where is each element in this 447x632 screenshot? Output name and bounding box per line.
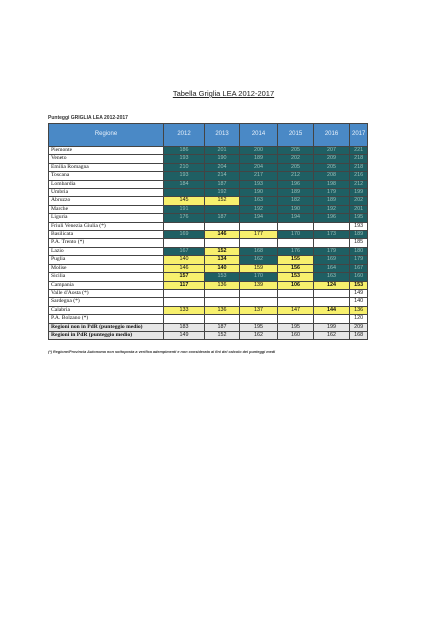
- score-cell: 202: [278, 155, 314, 163]
- score-cell: 201: [205, 147, 240, 155]
- score-cell: 176: [164, 214, 205, 222]
- score-cell: 205: [278, 163, 314, 171]
- table-body: [49, 147, 368, 340]
- score-cell: 106: [278, 281, 314, 289]
- footnote: (*) Regione/Provincia Autonoma non sottoposta a verifica adempimenti e non considerata ai fini del calcolo dei punteggi medi: [48, 350, 276, 354]
- score-cell: 120: [350, 315, 368, 323]
- table-row: [49, 323, 368, 331]
- score-cell: [314, 315, 350, 323]
- score-cell: 204: [205, 163, 240, 171]
- score-cell: 190: [278, 205, 314, 213]
- score-cell: 164: [314, 264, 350, 272]
- score-cell: [205, 205, 240, 213]
- region-name-cell: Abruzzo: [49, 197, 164, 205]
- table-row: [49, 247, 368, 255]
- score-cell: 136: [205, 306, 240, 314]
- score-cell: [164, 239, 205, 247]
- score-cell: 134: [205, 256, 240, 264]
- score-cell: 159: [240, 264, 278, 272]
- score-cell: [278, 298, 314, 306]
- region-name-cell: Calabria: [49, 306, 164, 314]
- region-name-cell: Basilicata: [49, 231, 164, 239]
- score-cell: 195: [278, 323, 314, 331]
- score-cell: 184: [164, 180, 205, 188]
- score-cell: 190: [205, 155, 240, 163]
- table-row: [49, 205, 368, 213]
- score-cell: 152: [205, 331, 240, 339]
- score-cell: [240, 289, 278, 297]
- region-name-cell: Umbria: [49, 189, 164, 197]
- region-name-cell: Friuli Venezia Giulia (*): [49, 222, 164, 230]
- score-cell: [205, 239, 240, 247]
- score-cell: [240, 315, 278, 323]
- score-cell: 209: [350, 323, 368, 331]
- score-cell: 195: [240, 323, 278, 331]
- score-cell: 162: [240, 256, 278, 264]
- score-cell: [240, 298, 278, 306]
- page-title: Tabella Griglia LEA 2012-2017: [172, 89, 275, 98]
- region-name-cell: P.A. Trento (*): [49, 239, 164, 247]
- table-row: [49, 315, 368, 323]
- score-cell: 140: [164, 256, 205, 264]
- score-cell: [164, 189, 205, 197]
- score-cell: 147: [278, 306, 314, 314]
- region-name-cell: Veneto: [49, 155, 164, 163]
- score-cell: 187: [205, 323, 240, 331]
- score-cell: 182: [278, 197, 314, 205]
- score-cell: 214: [205, 172, 240, 180]
- score-cell: 194: [240, 214, 278, 222]
- score-cell: 196: [278, 180, 314, 188]
- region-name-cell: Liguria: [49, 214, 164, 222]
- score-cell: 212: [278, 172, 314, 180]
- score-cell: 167: [350, 264, 368, 272]
- region-name-cell: Regioni non in PdR (punteggio medio): [49, 323, 164, 331]
- score-cell: [314, 222, 350, 230]
- header-cell-region: Regione: [49, 124, 164, 147]
- score-cell: 210: [164, 163, 205, 171]
- score-cell: 212: [350, 180, 368, 188]
- score-cell: 136: [205, 281, 240, 289]
- score-cell: 117: [164, 281, 205, 289]
- score-cell: 153: [278, 273, 314, 281]
- score-cell: [164, 222, 205, 230]
- score-cell: 149: [164, 331, 205, 339]
- score-cell: 160: [350, 273, 368, 281]
- score-cell: 207: [314, 147, 350, 155]
- score-cell: 189: [314, 197, 350, 205]
- score-cell: 217: [240, 172, 278, 180]
- score-cell: 170: [240, 273, 278, 281]
- region-name-cell: Molise: [49, 264, 164, 272]
- score-cell: [278, 289, 314, 297]
- region-name-cell: Puglia: [49, 256, 164, 264]
- region-name-cell: Sicilia: [49, 273, 164, 281]
- score-cell: 193: [164, 172, 205, 180]
- score-cell: 192: [205, 189, 240, 197]
- score-cell: 140: [205, 264, 240, 272]
- score-cell: 187: [205, 180, 240, 188]
- score-cell: [205, 315, 240, 323]
- score-cell: [278, 222, 314, 230]
- score-cell: [278, 239, 314, 247]
- score-cell: 218: [350, 155, 368, 163]
- table-row: [49, 331, 368, 339]
- score-cell: 190: [240, 189, 278, 197]
- score-cell: 163: [314, 273, 350, 281]
- table-row: [49, 264, 368, 272]
- region-name-cell: Campania: [49, 281, 164, 289]
- table-row: [49, 172, 368, 180]
- score-cell: 199: [350, 189, 368, 197]
- score-cell: 189: [240, 155, 278, 163]
- score-cell: 186: [164, 147, 205, 155]
- score-cell: 168: [240, 247, 278, 255]
- score-cell: 124: [314, 281, 350, 289]
- score-cell: 140: [350, 298, 368, 306]
- region-name-cell: Marche: [49, 205, 164, 213]
- score-cell: 179: [350, 256, 368, 264]
- score-cell: 205: [278, 147, 314, 155]
- region-name-cell: Lazio: [49, 247, 164, 255]
- score-cell: 168: [350, 331, 368, 339]
- score-cell: [205, 289, 240, 297]
- table-header-row: [49, 124, 368, 147]
- region-name-cell: Lombardia: [49, 180, 164, 188]
- table-row: [49, 281, 368, 289]
- score-cell: 176: [278, 247, 314, 255]
- table-row: [49, 155, 368, 163]
- score-cell: 167: [164, 247, 205, 255]
- score-cell: 162: [240, 331, 278, 339]
- score-cell: 218: [350, 163, 368, 171]
- score-cell: 208: [314, 172, 350, 180]
- header-cell-year: 2015: [278, 124, 314, 147]
- table-row: [49, 180, 368, 188]
- score-cell: 185: [350, 239, 368, 247]
- score-cell: 199: [314, 323, 350, 331]
- lea-scores-table: [48, 123, 368, 340]
- header-cell-year: 2014: [240, 124, 278, 147]
- table-row: [49, 222, 368, 230]
- table-row: [49, 147, 368, 155]
- score-cell: 146: [205, 231, 240, 239]
- score-cell: 189: [278, 189, 314, 197]
- score-cell: 169: [164, 231, 205, 239]
- region-name-cell: Emilia Romagna: [49, 163, 164, 171]
- header-cell-year: 2017: [350, 124, 368, 147]
- score-cell: 156: [278, 264, 314, 272]
- score-cell: 193: [350, 222, 368, 230]
- score-cell: 152: [205, 247, 240, 255]
- score-cell: [314, 298, 350, 306]
- score-cell: 144: [314, 306, 350, 314]
- header-cell-year: 2016: [314, 124, 350, 147]
- score-cell: [240, 222, 278, 230]
- table-row: [49, 231, 368, 239]
- score-cell: [164, 298, 205, 306]
- region-name-cell: Sardegna (*): [49, 298, 164, 306]
- score-cell: [205, 298, 240, 306]
- score-cell: 153: [350, 281, 368, 289]
- score-cell: 196: [314, 214, 350, 222]
- score-cell: [314, 289, 350, 297]
- score-cell: 195: [350, 214, 368, 222]
- score-cell: 179: [314, 247, 350, 255]
- table-row: [49, 289, 368, 297]
- score-cell: 221: [350, 147, 368, 155]
- score-cell: 193: [164, 155, 205, 163]
- header-cell-year: 2012: [164, 124, 205, 147]
- region-name-cell: Valle d'Aosta (*): [49, 289, 164, 297]
- score-cell: 183: [164, 323, 205, 331]
- score-cell: [164, 315, 205, 323]
- score-cell: 191: [164, 205, 205, 213]
- region-name-cell: P.A. Bolzano (*): [49, 315, 164, 323]
- score-cell: [314, 239, 350, 247]
- score-cell: 173: [314, 231, 350, 239]
- score-cell: 155: [278, 256, 314, 264]
- score-cell: 146: [164, 264, 205, 272]
- table-row: [49, 256, 368, 264]
- score-cell: 157: [164, 273, 205, 281]
- score-cell: 137: [240, 306, 278, 314]
- score-cell: 152: [205, 197, 240, 205]
- header-cell-year: 2013: [205, 124, 240, 147]
- score-cell: 163: [240, 197, 278, 205]
- score-cell: 193: [240, 180, 278, 188]
- table-row: [49, 197, 368, 205]
- score-cell: 200: [240, 147, 278, 155]
- score-cell: 169: [314, 256, 350, 264]
- score-cell: [205, 222, 240, 230]
- score-cell: 170: [278, 231, 314, 239]
- score-cell: [164, 289, 205, 297]
- score-cell: 216: [350, 172, 368, 180]
- score-cell: 153: [205, 273, 240, 281]
- table-row: [49, 214, 368, 222]
- score-cell: 201: [350, 205, 368, 213]
- score-cell: 187: [205, 214, 240, 222]
- table-row: [49, 273, 368, 281]
- region-name-cell: Regioni in PdR (punteggio medio): [49, 331, 164, 339]
- score-cell: 204: [240, 163, 278, 171]
- score-cell: 177: [240, 231, 278, 239]
- table-row: [49, 298, 368, 306]
- score-cell: 179: [314, 189, 350, 197]
- score-cell: 192: [240, 205, 278, 213]
- score-cell: 136: [350, 306, 368, 314]
- score-cell: 192: [314, 205, 350, 213]
- score-cell: [278, 315, 314, 323]
- score-cell: 194: [278, 214, 314, 222]
- score-cell: 133: [164, 306, 205, 314]
- table-row: [49, 189, 368, 197]
- table-row: [49, 306, 368, 314]
- score-cell: 145: [164, 197, 205, 205]
- score-cell: 162: [314, 331, 350, 339]
- score-cell: [240, 239, 278, 247]
- score-cell: 205: [314, 163, 350, 171]
- region-name-cell: Piemonte: [49, 147, 164, 155]
- score-cell: 189: [350, 231, 368, 239]
- table-row: [49, 163, 368, 171]
- table-subtitle: Punteggi GRIGLIA LEA 2012-2017: [48, 115, 128, 121]
- score-cell: 209: [314, 155, 350, 163]
- score-cell: 180: [350, 247, 368, 255]
- table-row: [49, 239, 368, 247]
- score-cell: 202: [350, 197, 368, 205]
- score-cell: 139: [240, 281, 278, 289]
- region-name-cell: Toscana: [49, 172, 164, 180]
- score-cell: 149: [350, 289, 368, 297]
- score-cell: 198: [314, 180, 350, 188]
- score-cell: 160: [278, 331, 314, 339]
